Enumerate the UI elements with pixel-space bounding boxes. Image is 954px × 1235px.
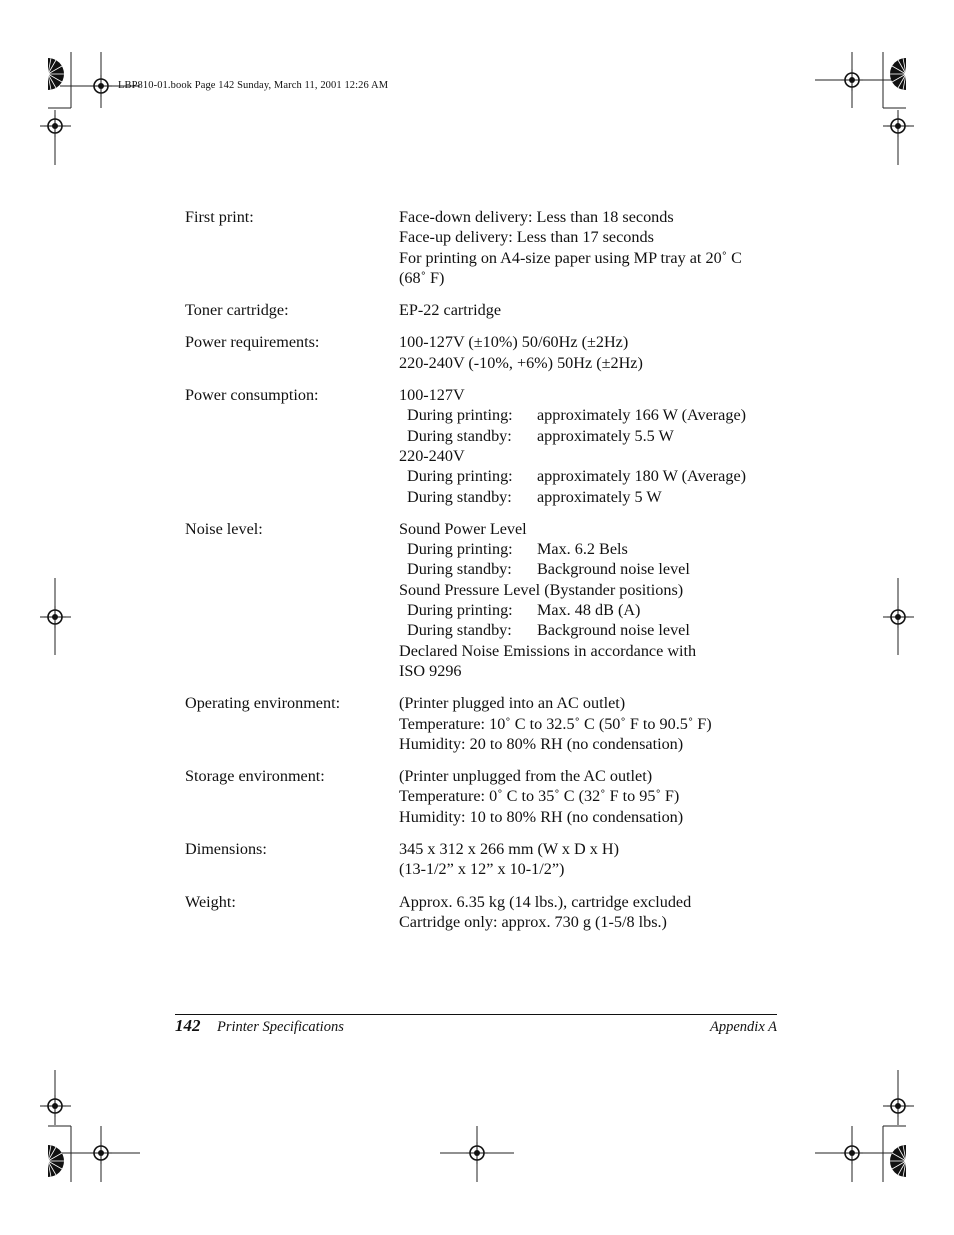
spec-label: Storage environment:	[185, 767, 325, 786]
spec-row-first-print	[185, 207, 785, 288]
page-footer	[175, 1016, 777, 1038]
spec-line: Face-down delivery: Less than 18 seconds	[399, 208, 674, 226]
spec-line: Sound Power Level	[399, 519, 527, 538]
spec-label: Weight:	[185, 892, 236, 911]
spec-subitem	[399, 539, 785, 559]
spec-line: 220-240V (-10%, +6%) 50Hz (±2Hz)	[399, 353, 643, 372]
spec-value	[399, 892, 785, 933]
spec-line: (Printer plugged into an AC outlet)	[399, 694, 626, 713]
spec-subitem-value: approximately 5 W	[537, 487, 662, 506]
file-header-stamp: LBP810-01.book Page 142 Sunday, March 11, 2001 12:26 AM	[118, 80, 389, 91]
spec-value	[399, 766, 785, 827]
footer-section-title: Printer Specifications	[217, 1019, 344, 1035]
spec-line: 100-127V (±10%) 50/60Hz (±2Hz)	[399, 333, 629, 352]
spec-subitem	[399, 405, 785, 425]
spec-value	[399, 693, 785, 754]
spec-line: (13-1/2” x 12” x 10-1/2”)	[399, 860, 565, 879]
spec-line: Humidity: 20 to 80% RH (no condensation)	[399, 734, 684, 753]
spec-label: Noise level:	[185, 519, 263, 538]
spec-line: Declared Noise Emissions in accordance with	[399, 641, 697, 660]
spec-subitem	[399, 426, 785, 446]
spec-label: Power requirements:	[185, 333, 320, 352]
spec-subitem-value: Max. 6.2 Bels	[537, 540, 628, 559]
spec-value	[399, 519, 785, 681]
spec-value	[399, 839, 785, 880]
spec-line: Humidity: 10 to 80% RH (no condensation)	[399, 807, 684, 826]
spec-line: 220-240V	[399, 446, 465, 465]
spec-row-power-requirements	[185, 332, 785, 373]
spec-subitem-key: During printing:	[407, 467, 513, 486]
spec-row-storage-environment	[185, 766, 785, 827]
spec-value	[399, 207, 785, 288]
spec-subitem	[399, 559, 785, 579]
spec-subitem	[399, 466, 785, 486]
spec-subitem-value: approximately 180 W (Average)	[537, 467, 747, 486]
spec-label: Operating environment:	[185, 694, 341, 713]
spec-subitem-key: During standby:	[407, 426, 512, 445]
spec-subitem-key: During printing:	[407, 601, 513, 620]
spec-subitem-value: Max. 48 dB (A)	[537, 601, 641, 620]
printer-spec-table	[185, 207, 785, 944]
spec-subitem-key: During printing:	[407, 540, 513, 559]
spec-row-power-consumption	[185, 385, 785, 507]
spec-subitem	[399, 620, 785, 640]
spec-subitem-key: During standby:	[407, 560, 512, 579]
spec-line: EP-22 cartridge	[399, 301, 502, 320]
footer-appendix-label: Appendix A	[710, 1019, 777, 1035]
spec-line: (Printer unplugged from the AC outlet)	[399, 767, 653, 786]
spec-row-operating-environment	[185, 693, 785, 754]
spec-line: 345 x 312 x 266 mm (W x D x H)	[399, 840, 620, 859]
spec-line: Face-up delivery: Less than 17 seconds	[399, 228, 654, 247]
spec-line: ISO 9296	[399, 661, 462, 680]
spec-line: Approx. 6.35 kg (14 lbs.), cartridge excluded	[399, 892, 692, 911]
spec-value	[399, 332, 785, 373]
spec-subitem	[399, 487, 785, 507]
spec-value	[399, 300, 785, 320]
spec-label: First print:	[185, 208, 254, 226]
spec-subitem-key: During standby:	[407, 487, 512, 506]
spec-subitem-value: Background noise level	[537, 560, 690, 579]
footer-divider	[175, 1014, 777, 1015]
spec-subitem-key: During printing:	[407, 406, 513, 425]
spec-line: Cartridge only: approx. 730 g (1-5/8 lbs.)	[399, 912, 667, 931]
spec-row-weight	[185, 892, 785, 933]
spec-line: For printing on A4-size paper using MP tray at 20˚ C	[399, 248, 742, 267]
spec-label: Dimensions:	[185, 840, 267, 859]
spec-row-noise-level	[185, 519, 785, 681]
spec-line: Sound Pressure Level (Bystander positions)	[399, 580, 684, 599]
spec-subitem-value: approximately 166 W (Average)	[537, 406, 747, 425]
spec-line: Temperature: 0˚ C to 35˚ C (32˚ F to 95˚ F)	[399, 787, 680, 806]
spec-subitem	[399, 600, 785, 620]
spec-value	[399, 385, 785, 507]
spec-line: 100-127V	[399, 386, 465, 405]
spec-label: Toner cartridge:	[185, 301, 289, 320]
spec-line: Temperature: 10˚ C to 32.5˚ C (50˚ F to 90.5˚ F)	[399, 714, 712, 733]
spec-label: Power consumption:	[185, 386, 319, 405]
spec-row-toner-cartridge	[185, 300, 785, 320]
spec-subitem-value: approximately 5.5 W	[537, 426, 674, 445]
spec-subitem-value: Background noise level	[537, 621, 690, 640]
page-number: 142	[175, 1016, 201, 1035]
spec-line: (68˚ F)	[399, 268, 445, 287]
spec-row-dimensions	[185, 839, 785, 880]
spec-subitem-key: During standby:	[407, 621, 512, 640]
